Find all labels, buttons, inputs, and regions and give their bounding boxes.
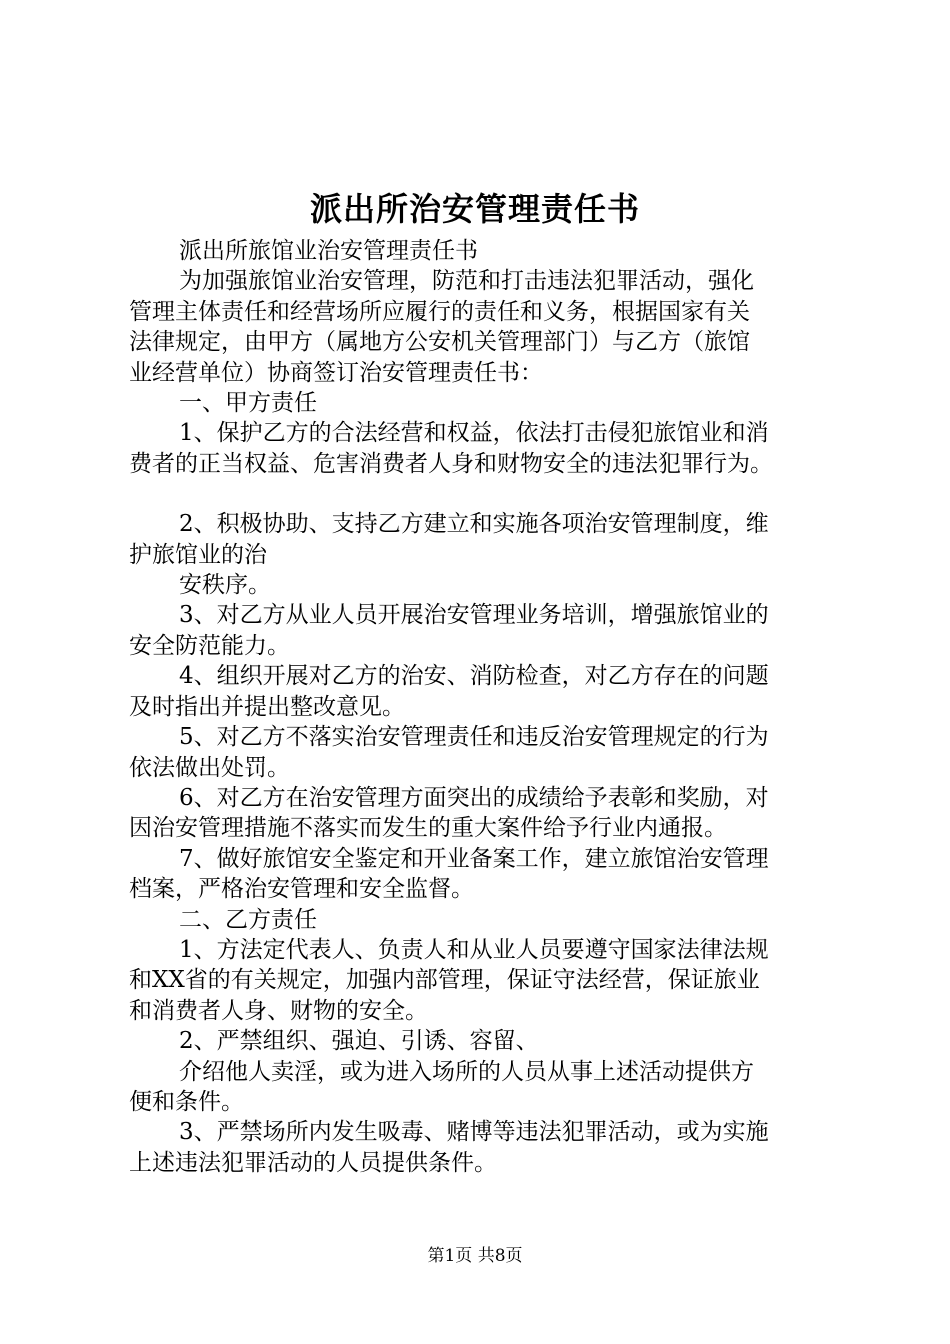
paragraph-line: 业经营单位）协商签订治安管理责任书： [129, 359, 543, 386]
paragraph-line: 3、严禁场所内发生吸毒、赌博等违法犯罪活动，或为实施 [179, 1119, 769, 1146]
paragraph-line: 介绍他人卖淫，或为进入场所的人员从事上述活动提供方 [179, 1058, 754, 1085]
section-heading: 一、甲方责任 [179, 390, 317, 417]
paragraph-line: 派出所旅馆业治安管理责任书 [179, 238, 478, 264]
paragraph-line: 和消费者人身、财物的安全。 [129, 997, 428, 1024]
paragraph-line: 1、保护乙方的合法经营和权益，依法打击侵犯旅馆业和消 [179, 420, 769, 447]
page-number-footer: 第1页 共8页 [427, 1246, 523, 1266]
paragraph-line: 护旅馆业的治 [129, 541, 267, 568]
paragraph-line: 6、对乙方在治安管理方面突出的成绩给予表彰和奖励，对 [179, 784, 769, 811]
paragraph-line: 便和条件。 [129, 1088, 244, 1115]
document-body [129, 236, 839, 1178]
blank-line [129, 479, 839, 509]
paragraph-line: 安秩序。 [179, 572, 271, 599]
paragraph-line: 法律规定，由甲方（属地方公安机关管理部门）与乙方（旅馆 [129, 329, 750, 356]
paragraph-line: 1、方法定代表人、负责人和从业人员要遵守国家法律法规 [179, 936, 769, 963]
paragraph-line: 4、组织开展对乙方的治安、消防检查，对乙方存在的问题 [179, 663, 769, 690]
paragraph-line: 依法做出处罚。 [129, 754, 290, 781]
paragraph-line: 3、对乙方从业人员开展治安管理业务培训，增强旅馆业的 [179, 602, 769, 629]
paragraph-line: 5、对乙方不落实治安管理责任和违反治安管理规定的行为 [179, 724, 769, 751]
paragraph-line: 为加强旅馆业治安管理，防范和打击违法犯罪活动，强化 [179, 268, 754, 295]
paragraph-line: 及时指出并提出整改意见。 [129, 693, 405, 720]
paragraph-line: 7、做好旅馆安全鉴定和开业备案工作，建立旅馆治安管理 [179, 845, 769, 872]
document-title: 派出所治安管理责任书 [309, 190, 640, 228]
paragraph-line: 安全防范能力。 [129, 632, 290, 659]
paragraph-line: 档案，严格治安管理和安全监督。 [129, 876, 474, 903]
section-heading: 二、乙方责任 [179, 906, 317, 933]
paragraph-line: 因治安管理措施不落实而发生的重大案件给予行业内通报。 [129, 815, 727, 842]
paragraph-line: 2、严禁组织、强迫、引诱、容留、 [179, 1028, 539, 1055]
paragraph-line: 和XX省的有关规定，加强内部管理，保证守法经营，保证旅业 [129, 967, 760, 994]
paragraph-line: 管理主体责任和经营场所应履行的责任和义务，根据国家有关 [129, 298, 750, 325]
paragraph-line: 费者的正当权益、危害消费者人身和财物安全的违法犯罪行为。 [129, 450, 773, 477]
paragraph-line: 2、积极协助、支持乙方建立和实施各项治安管理制度，维 [179, 511, 769, 538]
paragraph-line: 上述违法犯罪活动的人员提供条件。 [129, 1149, 497, 1176]
